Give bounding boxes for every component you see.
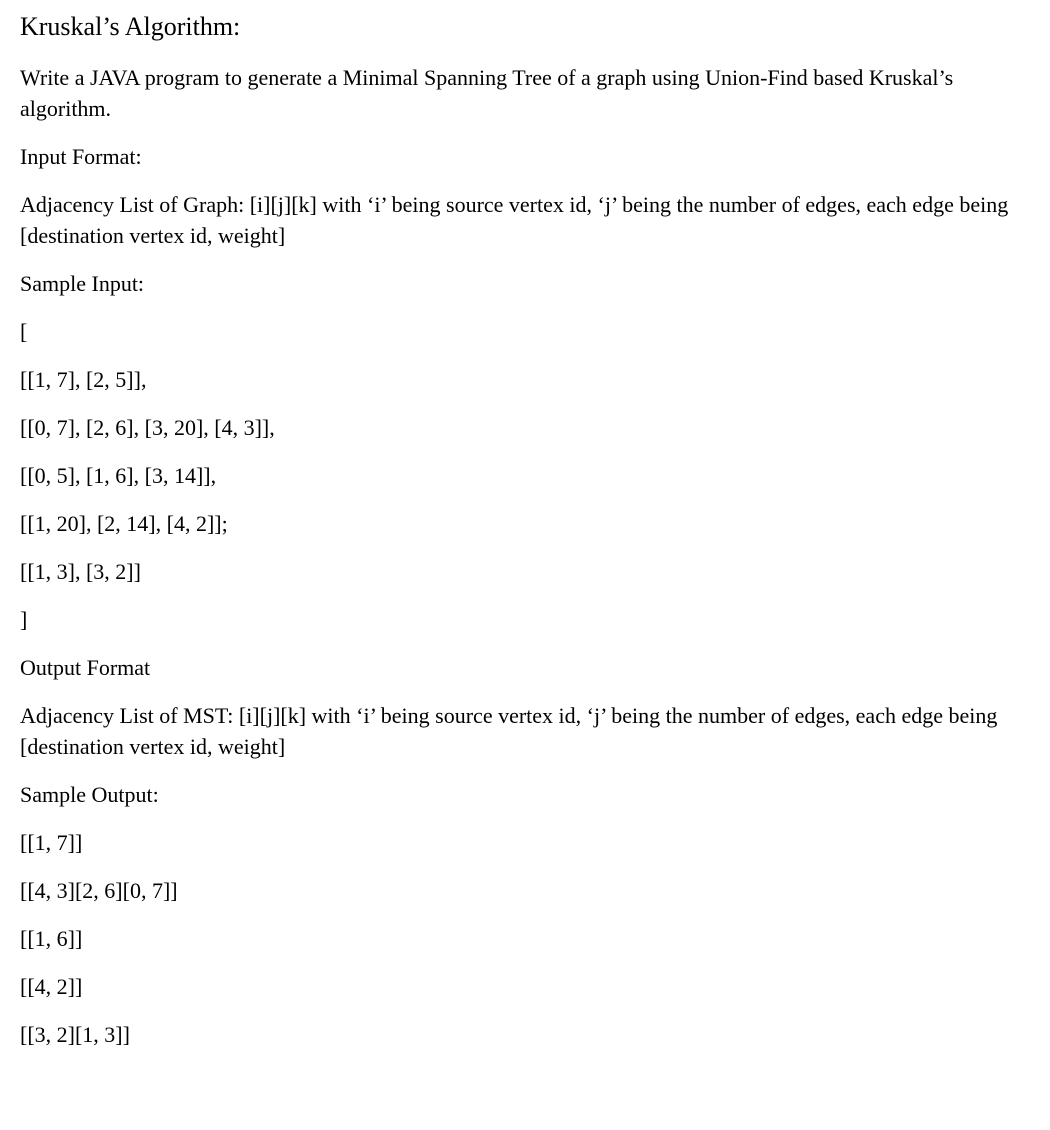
sample-input-line: [	[20, 319, 28, 344]
sample-output-line: [[1, 7]]	[20, 830, 83, 855]
sample-input-line: [[0, 5], [1, 6], [3, 14]],	[20, 463, 217, 488]
output-format-description: Adjacency List of MST: [i][j][k] with ‘i’ being source vertex id, ‘j’ being the number of edges, each edge being [destination vertex id, weight]	[20, 703, 998, 759]
sample-output-block	[20, 827, 1010, 1050]
sample-output-line: [[4, 3][2, 6][0, 7]]	[20, 878, 178, 903]
sample-input-heading: Sample Input:	[20, 271, 145, 296]
document-title: Kruskal’s Algorithm:	[20, 12, 241, 41]
input-format-heading: Input Format:	[20, 144, 142, 169]
sample-input-block	[20, 316, 1010, 635]
sample-input-line: [[1, 3], [3, 2]]	[20, 559, 141, 584]
sample-input-line: [[1, 7], [2, 5]],	[20, 367, 147, 392]
sample-output-line: [[1, 6]]	[20, 926, 83, 951]
sample-output-heading: Sample Output:	[20, 782, 159, 807]
sample-input-line: ]	[20, 607, 28, 632]
sample-output-line: [[3, 2][1, 3]]	[20, 1022, 130, 1047]
output-format-heading: Output Format	[20, 655, 151, 680]
intro-paragraph: Write a JAVA program to generate a Minimal Spanning Tree of a graph using Union-Find based Kruskal’s algorithm.	[20, 65, 954, 121]
sample-output-line: [[4, 2]]	[20, 974, 83, 999]
sample-input-line: [[0, 7], [2, 6], [3, 20], [4, 3]],	[20, 415, 275, 440]
input-format-description: Adjacency List of Graph: [i][j][k] with ‘i’ being source vertex id, ‘j’ being the number of edges, each edge being [destination vertex id, weight]	[20, 192, 1009, 248]
document-page	[20, 10, 1010, 1067]
sample-input-line: [[1, 20], [2, 14], [4, 2]];	[20, 511, 228, 536]
